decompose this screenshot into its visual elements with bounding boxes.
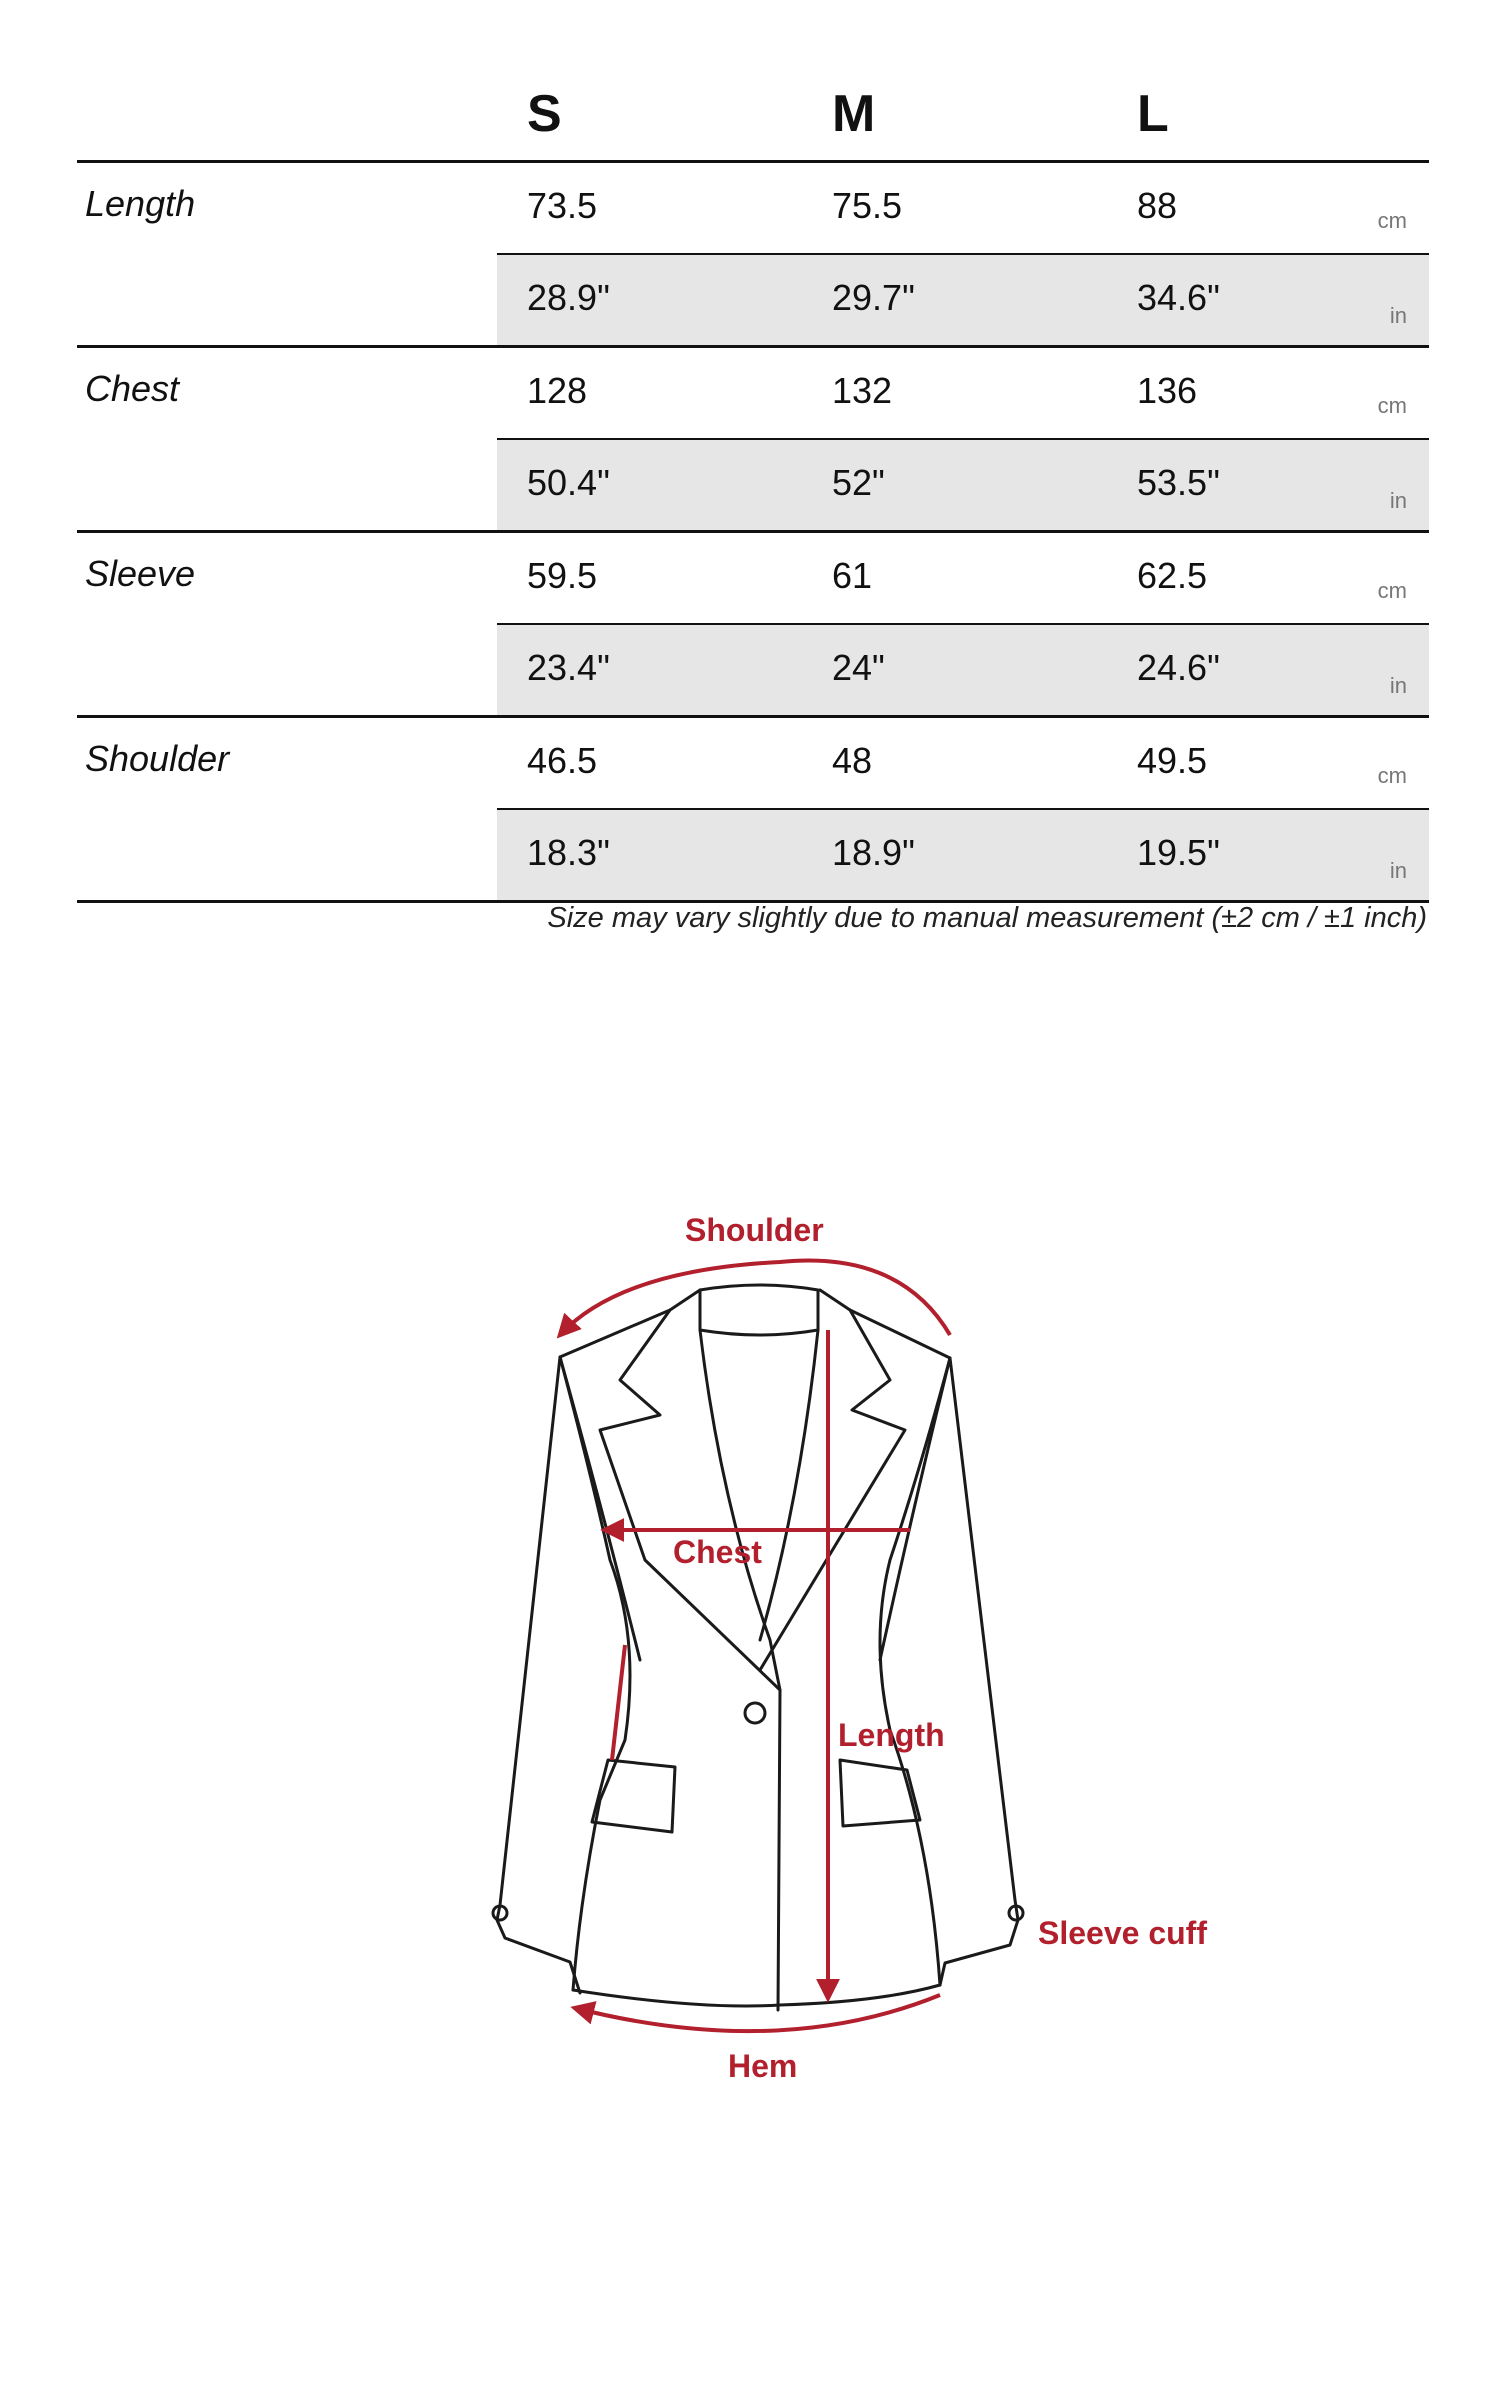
measurement-label: Chest [85, 368, 180, 409]
table-cell: 19.5" [1137, 832, 1220, 873]
table-cell: 34.6" [1137, 277, 1220, 318]
inch-row [497, 625, 1429, 715]
sleeve-cuff-label: Sleeve cuff [1038, 1915, 1207, 1951]
table-cell: 24" [832, 647, 885, 688]
size-table [77, 70, 1429, 903]
size-header-l: L [1137, 85, 1169, 143]
measurement-group-length [77, 163, 1429, 348]
chest-label: Chest [673, 1534, 762, 1570]
hem-label: Hem [728, 2048, 798, 2084]
table-cell: 28.9" [527, 277, 610, 318]
table-cell: 59.5 [527, 555, 598, 596]
inch-row [497, 810, 1429, 900]
table-cell: 18.9" [832, 832, 915, 873]
inch-row [497, 440, 1429, 530]
table-cell: 53.5" [1137, 462, 1220, 503]
length-label: Length [838, 1717, 945, 1753]
unit-label-cm: cm [1377, 763, 1407, 788]
unit-label-in: in [1389, 488, 1407, 513]
shoulder-arrow [560, 1261, 950, 1335]
cm-row [497, 348, 1429, 440]
inch-row [497, 255, 1429, 345]
table-cell: 88 [1137, 185, 1178, 226]
measurement-note: Size may vary slightly due to manual measurement (±2 cm / ±1 inch) [547, 902, 1427, 934]
unit-label-in: in [1389, 858, 1407, 883]
size-header-s: S [527, 85, 562, 143]
table-cell: 73.5 [527, 185, 598, 226]
table-cell: 46.5 [527, 740, 598, 781]
size-header-m: M [832, 85, 876, 143]
jacket-outline [493, 1285, 1023, 2010]
table-cell: 24.6" [1137, 647, 1220, 688]
table-cell: 75.5 [832, 185, 903, 226]
size-header-row [77, 70, 1429, 163]
unit-label-cm: cm [1377, 208, 1407, 233]
table-cell: 132 [832, 370, 893, 411]
hem-arrow [575, 1995, 940, 2031]
cm-row [497, 163, 1429, 255]
table-cell: 52" [832, 462, 885, 503]
measurement-label: Sleeve [85, 553, 196, 594]
measurement-label: Shoulder [85, 738, 230, 779]
table-cell: 61 [832, 555, 873, 596]
table-cell: 49.5 [1137, 740, 1208, 781]
table-cell: 136 [1137, 370, 1198, 411]
unit-label-cm: cm [1377, 393, 1407, 418]
table-cell: 50.4" [527, 462, 610, 503]
shoulder-label: Shoulder [685, 1212, 824, 1248]
measurement-group-chest [77, 348, 1429, 533]
unit-label-in: in [1389, 673, 1407, 698]
table-cell: 128 [527, 370, 588, 411]
table-cell: 62.5 [1137, 555, 1208, 596]
cm-row [497, 533, 1429, 625]
table-cell: 18.3" [527, 832, 610, 873]
unit-label-in: in [1389, 303, 1407, 328]
cm-row [497, 718, 1429, 810]
table-cell: 48 [832, 740, 873, 781]
side-seam-mark [612, 1645, 625, 1760]
table-cell: 23.4" [527, 647, 610, 688]
measurement-group-sleeve [77, 533, 1429, 718]
measurement-label: Length [85, 183, 196, 224]
measurement-group-shoulder [77, 718, 1429, 903]
unit-label-cm: cm [1377, 578, 1407, 603]
table-cell: 29.7" [832, 277, 915, 318]
